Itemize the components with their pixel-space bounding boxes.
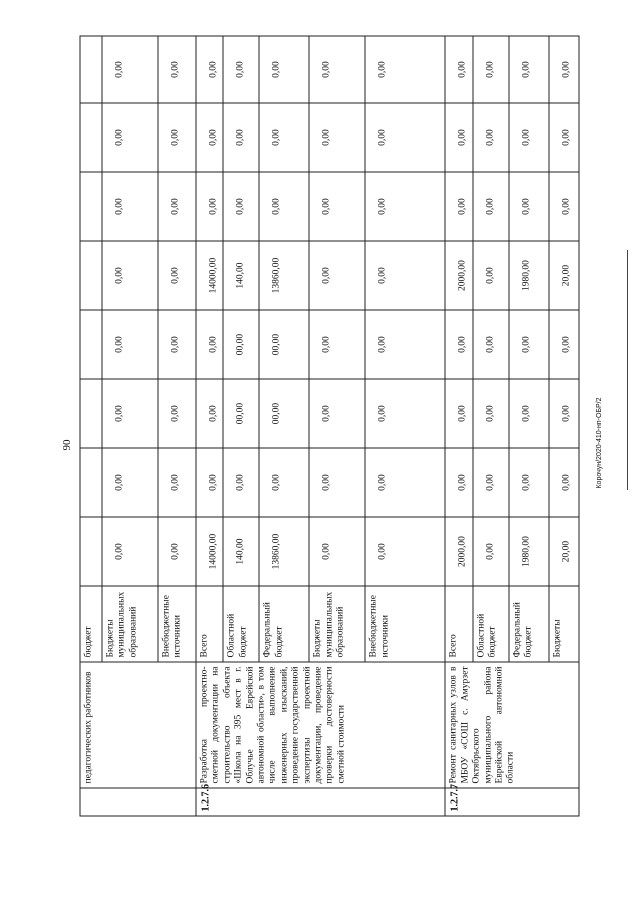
- value-cell: 0,00: [158, 448, 196, 517]
- value-cell: 0,00: [102, 36, 158, 103]
- budget-table-wrapper: [80, 36, 572, 816]
- item-code: [80, 788, 196, 816]
- value-cell: 0,00: [102, 379, 158, 448]
- value-cell: 0,00: [549, 103, 579, 172]
- value-cell: [80, 103, 102, 172]
- value-cell: 0,00: [223, 103, 259, 172]
- value-cell: 2000,00: [445, 241, 472, 310]
- value-cell: 0,00: [445, 448, 472, 517]
- value-cell: 13860,00: [259, 517, 309, 586]
- value-cell: 0,00: [196, 448, 223, 517]
- value-cell: 20,00: [549, 241, 579, 310]
- value-cell: 0,00: [158, 517, 196, 586]
- value-cell: 0,00: [473, 379, 509, 448]
- value-cell: 0,00: [509, 448, 549, 517]
- item-code: 1.2.7.6: [196, 788, 445, 816]
- value-cell: 00,00: [223, 310, 259, 379]
- page-number: 90: [61, 439, 73, 451]
- value-cell: 0,00: [445, 379, 472, 448]
- value-cell: 0,00: [102, 517, 158, 586]
- value-cell: 0,00: [196, 379, 223, 448]
- value-cell: 0,00: [549, 379, 579, 448]
- value-cell: 0,00: [549, 172, 579, 241]
- value-cell: 0,00: [309, 36, 365, 103]
- value-cell: 0,00: [158, 172, 196, 241]
- value-cell: 0,00: [473, 517, 509, 586]
- value-cell: 140,00: [223, 241, 259, 310]
- value-cell: [80, 448, 102, 517]
- value-cell: 0,00: [158, 36, 196, 103]
- value-cell: 0,00: [509, 379, 549, 448]
- value-cell: 0,00: [259, 448, 309, 517]
- table-row: [80, 36, 102, 816]
- value-cell: 0,00: [473, 241, 509, 310]
- value-cell: 0,00: [309, 310, 365, 379]
- value-cell: 0,00: [445, 310, 472, 379]
- value-cell: [80, 310, 102, 379]
- value-cell: 0,00: [365, 103, 445, 172]
- value-cell: 0,00: [473, 103, 509, 172]
- value-cell: 1980,00: [509, 241, 549, 310]
- value-cell: 0,00: [473, 36, 509, 103]
- value-cell: 0,00: [223, 448, 259, 517]
- value-cell: 0,00: [259, 36, 309, 103]
- value-cell: 0,00: [365, 241, 445, 310]
- value-cell: 0,00: [259, 172, 309, 241]
- value-cell: [80, 241, 102, 310]
- value-cell: 0,00: [365, 36, 445, 103]
- value-cell: 13860,00: [259, 241, 309, 310]
- funding-source: бюджет: [80, 586, 102, 662]
- value-cell: 0,00: [223, 36, 259, 103]
- funding-source: Внебюджетные источники: [365, 586, 445, 662]
- value-cell: 0,00: [309, 448, 365, 517]
- value-cell: 0,00: [509, 310, 549, 379]
- table-row: [445, 36, 472, 816]
- item-description: педагогических работников: [80, 662, 196, 788]
- value-cell: 0,00: [473, 448, 509, 517]
- value-cell: 0,00: [223, 172, 259, 241]
- funding-source: Бюджеты муниципальных образований: [102, 586, 158, 662]
- funding-source: Бюджеты муниципальных образований: [309, 586, 365, 662]
- value-cell: [80, 517, 102, 586]
- value-cell: 0,00: [309, 379, 365, 448]
- value-cell: 0,00: [196, 103, 223, 172]
- value-cell: 140,00: [223, 517, 259, 586]
- funding-source: Всего: [196, 586, 223, 662]
- value-cell: 0,00: [549, 36, 579, 103]
- value-cell: 0,00: [549, 448, 579, 517]
- funding-source: Федеральный бюджет: [509, 586, 549, 662]
- funding-source: Областной бюджет: [223, 586, 259, 662]
- value-cell: 0,00: [445, 172, 472, 241]
- value-cell: 0,00: [365, 310, 445, 379]
- value-cell: 00,00: [259, 379, 309, 448]
- item-description: Разработка проектно-сметной документации на строительство объекта «Школа на 395 мест в г. Облучье Еврейской автономной области», в том числе выполнение инженерных изысканий, проведение государственной экспертизы проектной документации, проведение проверки достоверности сметной стоимости: [196, 662, 445, 788]
- value-cell: 0,00: [309, 172, 365, 241]
- value-cell: 0,00: [473, 310, 509, 379]
- budget-table: [80, 35, 580, 816]
- value-cell: [80, 172, 102, 241]
- value-cell: 0,00: [196, 310, 223, 379]
- value-cell: 0,00: [196, 36, 223, 103]
- value-cell: [80, 379, 102, 448]
- value-cell: 0,00: [365, 448, 445, 517]
- funding-source: Внебюджетные источники: [158, 586, 196, 662]
- value-cell: 0,00: [102, 310, 158, 379]
- value-cell: 0,00: [102, 448, 158, 517]
- value-cell: 0,00: [365, 172, 445, 241]
- funding-source: Всего: [445, 586, 472, 662]
- value-cell: 20,00: [549, 517, 579, 586]
- value-cell: 0,00: [445, 103, 472, 172]
- value-cell: 0,00: [309, 241, 365, 310]
- funding-source: Федеральный бюджет: [259, 586, 309, 662]
- funding-source: Бюджеты: [549, 586, 579, 662]
- value-cell: 1980,00: [509, 517, 549, 586]
- value-cell: 0,00: [549, 310, 579, 379]
- value-cell: 0,00: [445, 36, 472, 103]
- item-description: Ремонт санитарных узлов в МБОУ «СОШ с. Амурзет Октябрьского муниципального района Еврейской автономной области: [445, 662, 578, 788]
- margin-rule: [627, 250, 628, 490]
- value-cell: 0,00: [158, 241, 196, 310]
- value-cell: 0,00: [309, 103, 365, 172]
- value-cell: 0,00: [158, 103, 196, 172]
- value-cell: 0,00: [473, 172, 509, 241]
- item-code: 1.2.7.7: [445, 788, 578, 816]
- value-cell: 00,00: [223, 379, 259, 448]
- value-cell: 0,00: [365, 379, 445, 448]
- value-cell: 0,00: [365, 517, 445, 586]
- value-cell: 0,00: [259, 103, 309, 172]
- value-cell: 0,00: [102, 103, 158, 172]
- value-cell: 0,00: [102, 241, 158, 310]
- value-cell: 0,00: [309, 517, 365, 586]
- value-cell: [80, 36, 102, 103]
- document-code: Корочун/2020-410-нп-ОБР/2: [596, 397, 603, 489]
- value-cell: 00,00: [259, 310, 309, 379]
- table-row: [196, 36, 223, 816]
- value-cell: 14000,00: [196, 241, 223, 310]
- value-cell: 0,00: [509, 36, 549, 103]
- value-cell: 0,00: [509, 103, 549, 172]
- value-cell: 14000,00: [196, 517, 223, 586]
- funding-source: Областной бюджет: [473, 586, 509, 662]
- value-cell: 0,00: [158, 379, 196, 448]
- value-cell: 0,00: [102, 172, 158, 241]
- value-cell: 0,00: [158, 310, 196, 379]
- value-cell: 0,00: [196, 172, 223, 241]
- value-cell: 0,00: [509, 172, 549, 241]
- value-cell: 2000,00: [445, 517, 472, 586]
